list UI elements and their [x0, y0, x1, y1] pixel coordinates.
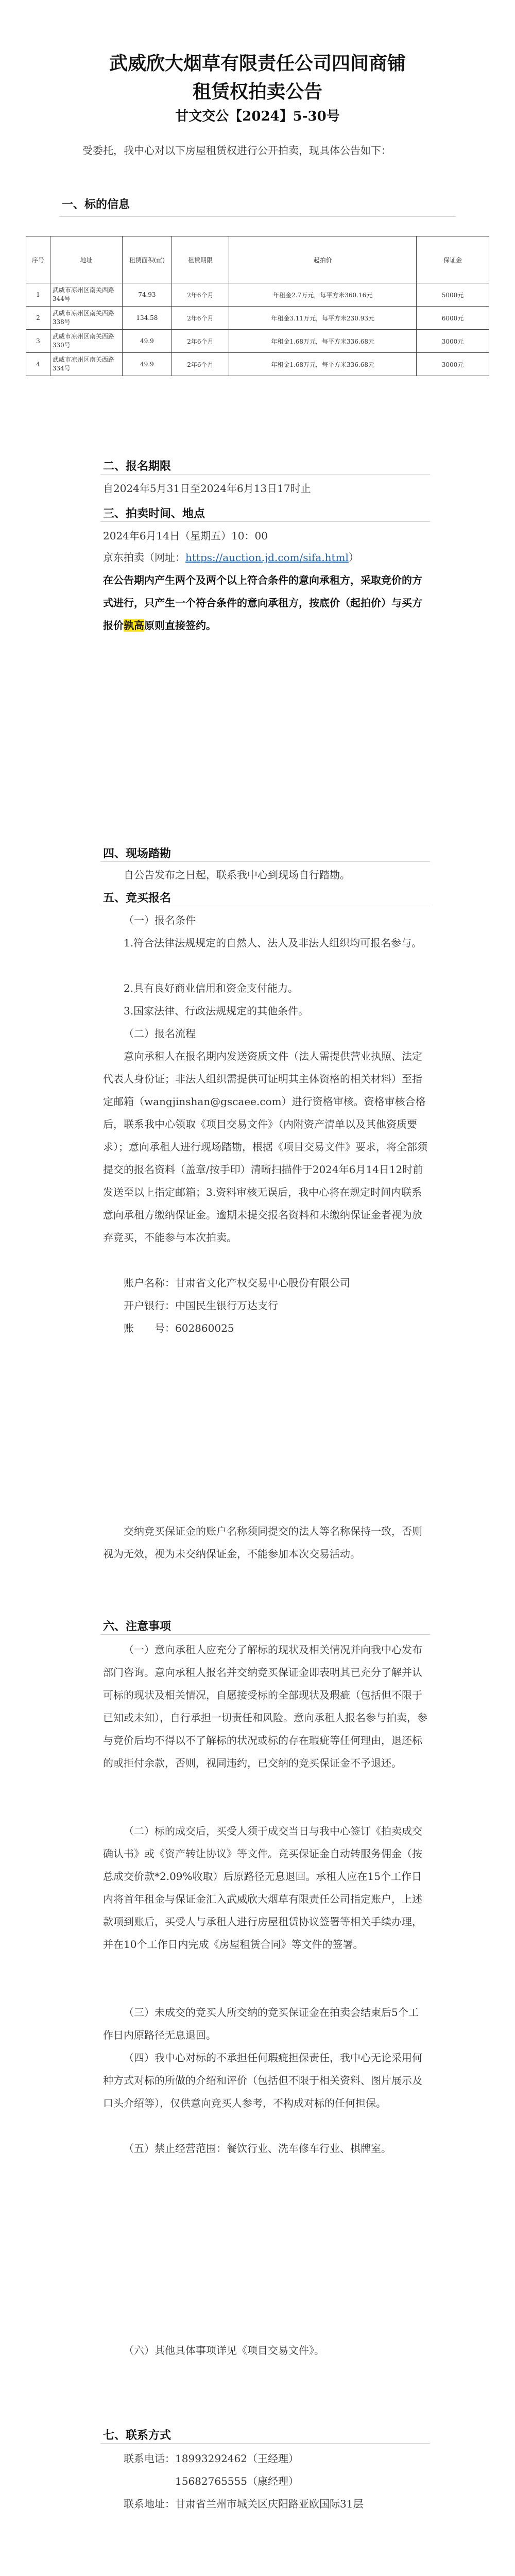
notice-item-4: （四）我中心对标的不承担任何瑕疵担保责任，我中心无论采用何种方式对标的所做的介绍和评价（包括但不限于相关资料、图片展示及口头介绍等），仅供意向竞买人参考，不构成对标的任何担保。	[103, 2052, 422, 2109]
auction-place-suffix: ）	[348, 551, 359, 564]
registration-period: 自2024年5月31日至2024年6月13日17时止	[103, 482, 311, 495]
auction-url-link[interactable]: https://auction.jd.com/sifa.html	[185, 551, 349, 564]
account-name: 账户名称：甘肃省文化产权交易中心股份有限公司	[124, 1277, 350, 1289]
header-no: 序号	[26, 236, 50, 283]
section-divider	[100, 521, 430, 522]
cell-deposit: 5000元	[417, 283, 489, 307]
notice-item-2: （二）标的成交后，买受人须于成交当日与我中心签订《拍卖成交确认书》或《资产转让协议》等文件。竞买保证金自动转服务佣金（按总成交价款*2.09%收取）后原路径无息退回。承租人应在15个工作日内将首年租金与保证金汇入武威欣大烟草有限责任公司指定账户，上述款项到账后，买受人与承租人进行房屋租赁协议签署等相关手续办理，并在10个工作日内完成《房屋租赁合同》等文件的签署。	[103, 1825, 422, 1951]
condition-1: 1.符合法律法规规定的自然人、法人及非法人组织均可报名参与。	[124, 937, 422, 949]
contact-phone-2: 15682765555（康经理）	[175, 2475, 299, 2487]
section-divider	[100, 2443, 430, 2444]
registration-conditions-title: （一）报名条件	[124, 914, 196, 926]
header-address: 地址	[50, 236, 122, 283]
section-5-heading: 五、竞买报名	[103, 891, 171, 905]
table-row	[26, 283, 489, 307]
section-4-heading: 四、现场踏勘	[103, 847, 171, 860]
auction-place	[103, 546, 427, 569]
table-header-row	[26, 236, 489, 283]
header-term: 租赁期限	[171, 236, 229, 283]
bidding-rule	[103, 569, 427, 637]
section-6-heading: 六、注意事项	[103, 1620, 171, 1633]
lot-table	[26, 236, 489, 376]
section-2-heading: 二、报名期限	[103, 460, 171, 473]
table-row	[26, 353, 489, 376]
cell-address: 武威市凉州区南关西路334号	[50, 353, 122, 376]
section-divider	[59, 216, 456, 217]
cell-area: 49.9	[123, 353, 171, 376]
auction-time: 2024年6月14日（星期五）10：00	[103, 530, 268, 542]
cell-deposit: 6000元	[417, 307, 489, 330]
header-area: 租赁面积(㎡)	[123, 236, 171, 283]
site-visit-text: 自公告发布之日起，联系我中心到现场自行踏勘。	[124, 869, 350, 881]
cell-area: 49.9	[123, 330, 171, 353]
notice-item-3: （三）未成交的竞买人所交纳的竞买保证金在拍卖会结束后5个工作日内原路径无息退回。	[103, 2006, 419, 2041]
notice-item-6: （六）其他具体事项详见《项目交易文件》。	[124, 2344, 324, 2357]
cell-price: 年租金1.68万元，每平方米336.68元	[229, 330, 417, 353]
cell-address: 武威市凉州区南关西路338号	[50, 307, 122, 330]
cell-address: 武威市凉州区南关西路330号	[50, 330, 122, 353]
cell-no: 1	[26, 283, 50, 307]
registration-process-title: （二）报名流程	[124, 1027, 196, 1040]
header-price: 起拍价	[229, 236, 417, 283]
table-row	[26, 307, 489, 330]
table-row	[26, 330, 489, 353]
cell-deposit: 3000元	[417, 330, 489, 353]
highlight-mark: 孰高	[124, 619, 144, 632]
notice-item-5: （五）禁止经营范围：餐饮行业、洗车修车行业、棋牌室。	[124, 2142, 391, 2155]
title-line-2: 租赁权拍卖公告	[192, 81, 322, 103]
cell-term: 2年6个月	[171, 353, 229, 376]
contact-phone-1: 联系电话：18993292462（王经理）	[124, 2452, 299, 2465]
condition-3: 3.国家法律、行政法规规定的其他条件。	[124, 1005, 309, 1017]
cell-no: 3	[26, 330, 50, 353]
auction-place-prefix: 京东拍卖（网址：	[103, 551, 185, 564]
cell-term: 2年6个月	[171, 307, 229, 330]
section-1-heading: 一、标的信息	[62, 198, 130, 211]
cell-term: 2年6个月	[171, 330, 229, 353]
cell-price: 年租金1.68万元，每平方米336.68元	[229, 353, 417, 376]
cell-area: 134.58	[123, 307, 171, 330]
condition-2: 2.具有良好商业信用和资金支付能力。	[124, 982, 299, 994]
header-deposit: 保证金	[417, 236, 489, 283]
section-7-heading: 七、联系方式	[103, 2429, 171, 2442]
document-number: 甘文交公【2024】5-30号	[175, 109, 340, 124]
cell-price: 年租金2.7万元，每平方米360.16元	[229, 283, 417, 307]
cell-term: 2年6个月	[171, 283, 229, 307]
registration-process-text: 意向承租人在报名期内发送资质文件（法人需提供营业执照、法定代表人身份证；非法人组织需提供可证明其主体资格的相关材料）至指定邮箱（wangjinshan@gscaee.com）进行资格审核。资格审核合格后，联系我中心领取《项目交易文件》（内附资产清单以及其他资质要求）；意向承租人进行现场踏勘，根据《项目交易文件》要求，将全部须提交的报名资料（盖章/按手印）清晰扫描件于2024年6月14日12时前发送至以上指定邮箱；3.资料审核无误后，我中心将在规定时间内联系意向承租方缴纳保证金。逾期未提交报名资料和未缴纳保证金者视为放弃竞买，不能参与本次拍卖。	[103, 1050, 427, 1244]
section-divider	[100, 1634, 430, 1635]
cell-area: 74.93	[123, 283, 171, 307]
contact-address: 联系地址：甘肃省兰州市城关区庆阳路亚欧国际31层	[124, 2498, 364, 2510]
bidding-rule-end: 原则直接签约。	[144, 619, 216, 632]
section-divider	[100, 861, 430, 862]
cell-address: 武威市凉州区南关西路344号	[50, 283, 122, 307]
bidding-rule-text: 在公告期内产生两个及两个以上符合条件的意向承租方，采取竞价的方式进行，只产生一个符合条件的意向承租方，按底价（起拍价）与买方报价	[103, 574, 422, 632]
cell-deposit: 3000元	[417, 353, 489, 376]
cell-no: 4	[26, 353, 50, 376]
cell-price: 年租金3.11万元，每平方米230.93元	[229, 307, 417, 330]
section-3-heading: 三、拍卖时间、地点	[103, 507, 205, 520]
intro-paragraph: 受委托，我中心对以下房屋租赁权进行公开拍卖，现具体公告如下：	[82, 144, 391, 157]
notice-item-1: （一）意向承租人应充分了解标的现状及相关情况并向我中心发布部门咨询。意向承租人报名并交纳竞买保证金即表明其已充分了解并认可标的现状及相关情况，自愿接受标的全部现状及瑕疵（包括但不限于已知或未知），自行承担一切责任和风险。意向承租人报名参与拍卖，参与竞价后均不得以不了解标的状况或标的存在瑕疵等任何理由，退还标的或拒付余款，否则，视同违约，已交纳的竞买保证金不予退还。	[103, 1643, 427, 1769]
cell-no: 2	[26, 307, 50, 330]
title-line-1: 武威欣大烟草有限责任公司四间商铺	[109, 53, 406, 74]
account-bank: 开户银行：中国民生银行万达支行	[124, 1299, 278, 1312]
deposit-account-note: 交纳竞买保证金的账户名称须同提交的法人等名称保持一致，否则视为无效，视为未交纳保证金，不能参加本次交易活动。	[103, 1525, 422, 1560]
account-number: 账 号：602860025	[124, 1322, 234, 1334]
